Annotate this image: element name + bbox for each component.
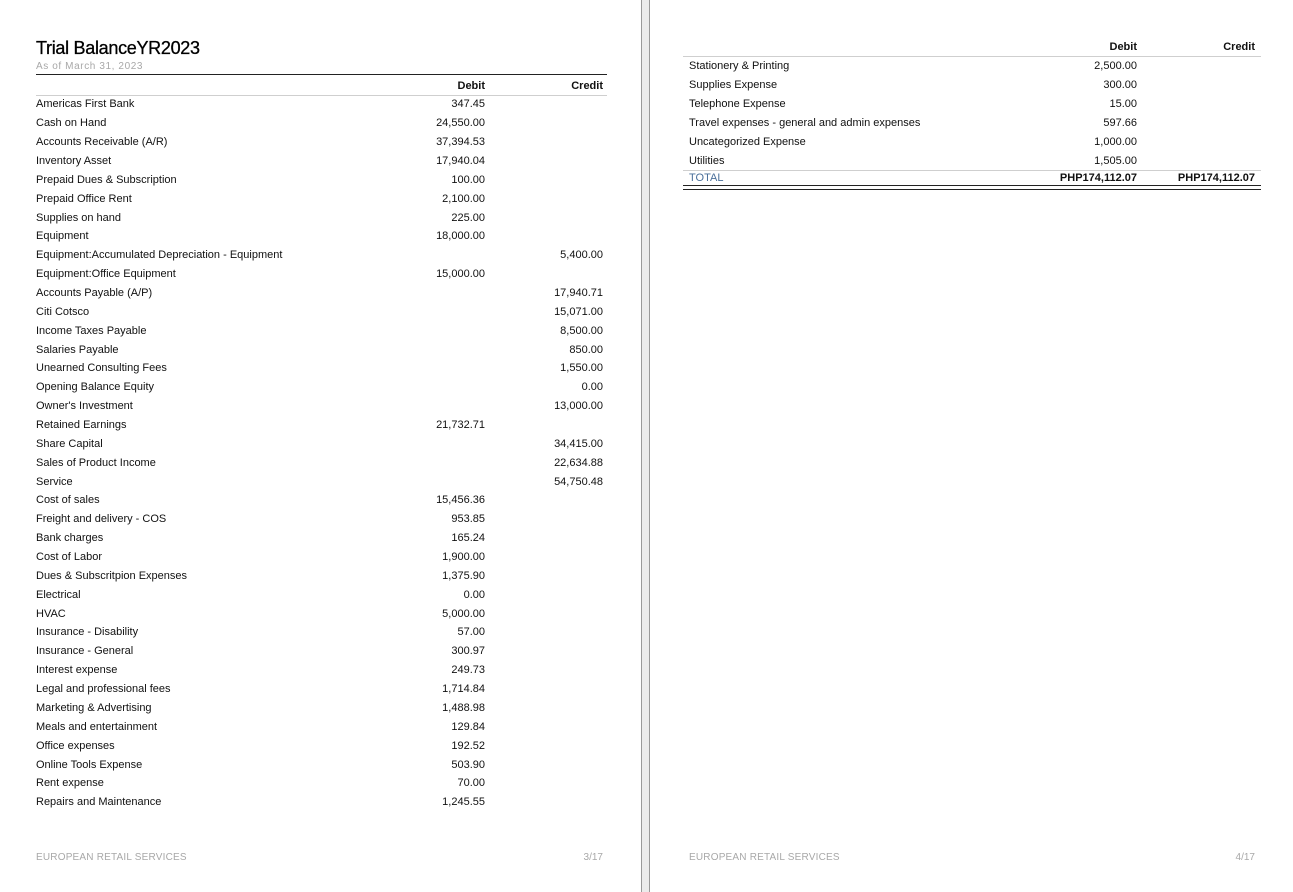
account-row: [36, 397, 603, 416]
account-name: Owner's Investment: [36, 400, 133, 413]
account-name: Equipment: [36, 230, 89, 243]
account-row: [36, 604, 603, 623]
account-row: [36, 642, 603, 661]
debit-amount: [404, 340, 485, 359]
credit-amount: [485, 133, 603, 152]
account-name: Rent expense: [36, 777, 104, 790]
account-name: Accounts Payable (A/P): [36, 287, 153, 300]
account-name: Supplies on hand: [36, 211, 122, 224]
account-row: [36, 623, 603, 642]
account-row: [36, 246, 603, 265]
account-name: Retained Earnings: [36, 419, 127, 432]
debit-amount: 100.00: [451, 173, 485, 186]
account-name: Online Tools Expense: [36, 758, 143, 771]
credit-amount: 54,750.48: [554, 475, 603, 488]
account-row: [36, 378, 603, 397]
account-row: [36, 510, 603, 529]
debit-amount: 347.45: [451, 98, 485, 111]
account-name: Cost of sales: [36, 494, 100, 507]
debit-amount: 57.00: [457, 626, 485, 639]
account-row: [36, 302, 603, 321]
account-row: [36, 793, 603, 812]
credit-amount: 1,550.00: [560, 362, 603, 375]
credit-amount: [485, 680, 603, 699]
company-footer: EUROPEAN RETAIL SERVICES: [36, 852, 187, 863]
account-row: [36, 359, 603, 378]
account-name: Repairs and Maintenance: [36, 796, 162, 809]
total-double-rule: [683, 185, 1261, 190]
account-row: [689, 95, 1137, 114]
debit-amount: [404, 453, 485, 472]
company-footer: EUROPEAN RETAIL SERVICES: [689, 852, 840, 863]
debit-amount: [404, 284, 485, 303]
debit-amount: 225.00: [451, 211, 485, 224]
account-row: [36, 680, 603, 699]
account-name: Prepaid Dues & Subscription: [36, 173, 177, 186]
credit-amount: [485, 585, 603, 604]
credit-amount: [485, 755, 603, 774]
account-name: Insurance - General: [36, 645, 134, 658]
account-name: Salaries Payable: [36, 343, 119, 356]
account-row: [36, 416, 603, 435]
total-label: TOTAL: [689, 172, 724, 184]
debit-amount: 2,100.00: [442, 192, 485, 205]
debit-amount: 1,505.00: [1094, 154, 1137, 167]
account-name: Income Taxes Payable: [36, 324, 147, 337]
debit-amount: 503.90: [451, 758, 485, 771]
account-row: [36, 434, 603, 453]
account-name: Cost of Labor: [36, 551, 103, 564]
debit-amount: 1,900.00: [442, 551, 485, 564]
account-row: [36, 736, 603, 755]
account-name: Marketing & Advertising: [36, 701, 152, 714]
account-row: [36, 585, 603, 604]
account-row: [36, 529, 603, 548]
report-date: As of March 31, 2023: [36, 61, 144, 72]
debit-amount: [404, 434, 485, 453]
account-row: [36, 95, 603, 114]
account-name: Insurance - Disability: [36, 626, 139, 639]
account-name: Utilities: [689, 154, 725, 167]
debit-amount: 37,394.53: [436, 136, 485, 149]
credit-amount: 15,071.00: [554, 305, 603, 318]
account-name: Legal and professional fees: [36, 683, 171, 696]
credit-amount: [485, 95, 603, 114]
debit-amount: 1,000.00: [1094, 135, 1137, 148]
report-page-4: [650, 0, 1293, 892]
credit-amount: [485, 208, 603, 227]
credit-amount: [485, 642, 603, 661]
debit-amount: 2,500.00: [1094, 60, 1137, 73]
credit-amount: 17,940.71: [554, 287, 603, 300]
account-name: Supplies Expense: [689, 79, 778, 92]
debit-amount: 15,456.36: [436, 494, 485, 507]
trial-balance-table: [36, 95, 603, 812]
debit-column-header: Debit: [1109, 41, 1137, 53]
account-name: Freight and delivery - COS: [36, 513, 167, 526]
debit-amount: [404, 321, 485, 340]
debit-amount: 192.52: [451, 739, 485, 752]
account-name: Citi Cotsco: [36, 305, 90, 318]
credit-amount: 34,415.00: [554, 437, 603, 450]
debit-amount: 597.66: [1103, 117, 1137, 129]
credit-amount: [485, 736, 603, 755]
account-row: [36, 227, 603, 246]
debit-amount: [404, 302, 485, 321]
credit-amount: [485, 774, 603, 793]
account-row: [36, 170, 603, 189]
account-row: [36, 208, 603, 227]
account-name: Meals and entertainment: [36, 720, 158, 733]
credit-amount: [485, 604, 603, 623]
credit-column-header: Credit: [571, 80, 603, 92]
credit-amount: 0.00: [581, 381, 603, 394]
credit-amount: 8,500.00: [560, 324, 603, 337]
account-row: [36, 114, 603, 133]
account-row: [36, 321, 603, 340]
account-name: Electrical: [36, 588, 81, 601]
account-row: [36, 548, 603, 567]
debit-amount: 70.00: [457, 777, 485, 790]
debit-amount: 165.24: [451, 532, 485, 545]
credit-amount: [485, 416, 603, 435]
account-name: Dues & Subscritpion Expenses: [36, 569, 188, 582]
credit-amount: [485, 510, 603, 529]
account-name: Sales of Product Income: [36, 456, 156, 469]
credit-amount: [485, 793, 603, 812]
account-row: [36, 491, 603, 510]
account-row: [36, 699, 603, 718]
credit-amount: [485, 661, 603, 680]
debit-amount: 953.85: [451, 513, 485, 526]
account-name: Office expenses: [36, 739, 115, 752]
debit-amount: [404, 397, 485, 416]
debit-column-header: Debit: [457, 80, 485, 92]
account-name: Share Capital: [36, 437, 103, 450]
account-row: [689, 76, 1137, 95]
account-row: [36, 717, 603, 736]
page-divider: [641, 0, 650, 892]
debit-amount: 21,732.71: [436, 419, 485, 432]
account-row: [36, 661, 603, 680]
account-name: Accounts Receivable (A/R): [36, 136, 168, 149]
credit-amount: 5,400.00: [560, 249, 603, 262]
credit-column-header: Credit: [1223, 41, 1255, 53]
credit-amount: 22,634.88: [554, 456, 603, 469]
account-row: [36, 284, 603, 303]
account-name: Equipment:Office Equipment: [36, 268, 176, 281]
account-name: Equipment:Accumulated Depreciation - Equipment: [36, 249, 283, 262]
debit-amount: 5,000.00: [442, 607, 485, 620]
credit-amount: [485, 717, 603, 736]
credit-amount: [485, 152, 603, 171]
account-row: [36, 755, 603, 774]
credit-amount: [485, 623, 603, 642]
account-name: Travel expenses - general and admin expenses: [689, 117, 921, 129]
account-name: Cash on Hand: [36, 117, 107, 130]
debit-amount: 0.00: [463, 588, 485, 601]
debit-amount: 24,550.00: [436, 117, 485, 130]
account-row: [689, 132, 1137, 151]
account-row: [36, 133, 603, 152]
total-debit: PHP174,112.07: [1059, 172, 1137, 184]
page-number: 3/17: [583, 852, 603, 863]
trial-balance-table: [689, 57, 1137, 170]
credit-amount: 850.00: [569, 343, 603, 356]
debit-amount: 300.00: [1103, 79, 1137, 92]
debit-amount: [404, 359, 485, 378]
account-name: Interest expense: [36, 664, 118, 677]
credit-amount: [485, 491, 603, 510]
credit-amount: [485, 227, 603, 246]
total-credit: PHP174,112.07: [1177, 172, 1255, 184]
credit-amount: [485, 699, 603, 718]
account-name: Uncategorized Expense: [689, 135, 806, 148]
account-name: Telephone Expense: [689, 98, 786, 111]
account-row: [36, 152, 603, 171]
account-row: [689, 114, 1137, 133]
credit-amount: [485, 189, 603, 208]
account-row: [689, 57, 1137, 76]
account-row: [689, 151, 1137, 170]
debit-amount: 15.00: [1109, 98, 1137, 111]
header-rule: [36, 74, 607, 75]
debit-amount: 249.73: [451, 664, 485, 677]
debit-amount: 1,375.90: [442, 569, 485, 582]
credit-amount: [485, 548, 603, 567]
credit-amount: [485, 114, 603, 133]
account-row: [36, 189, 603, 208]
account-row: [36, 774, 603, 793]
credit-amount: [485, 170, 603, 189]
account-name: Prepaid Office Rent: [36, 192, 132, 205]
credit-amount: [485, 529, 603, 548]
debit-amount: 1,245.55: [442, 796, 485, 809]
account-row: [36, 453, 603, 472]
total-top-rule: [683, 170, 1261, 171]
account-name: HVAC: [36, 607, 66, 620]
debit-amount: 1,714.84: [442, 683, 485, 696]
debit-amount: [404, 378, 485, 397]
credit-amount: [485, 566, 603, 585]
account-row: [36, 566, 603, 585]
debit-amount: 129.84: [451, 720, 485, 733]
debit-amount: [404, 472, 485, 491]
account-row: [36, 472, 603, 491]
account-name: Bank charges: [36, 532, 104, 545]
report-page-3: [0, 0, 641, 892]
account-name: Americas First Bank: [36, 98, 135, 111]
credit-amount: 13,000.00: [554, 400, 603, 413]
debit-amount: 300.97: [451, 645, 485, 658]
debit-amount: 15,000.00: [436, 268, 485, 281]
debit-amount: 17,940.04: [436, 155, 485, 167]
page-number: 4/17: [1235, 852, 1255, 863]
account-name: Stationery & Printing: [689, 60, 790, 73]
debit-amount: 18,000.00: [436, 230, 485, 243]
account-name: Unearned Consulting Fees: [36, 362, 167, 375]
debit-amount: [404, 246, 485, 265]
account-name: Inventory Asset: [36, 155, 112, 167]
account-row: [36, 340, 603, 359]
credit-amount: [485, 265, 603, 284]
debit-amount: 1,488.98: [442, 701, 485, 714]
account-row: [36, 265, 603, 284]
account-name: Opening Balance Equity: [36, 381, 155, 394]
report-title: Trial BalanceYR2023: [36, 38, 200, 58]
account-name: Service: [36, 475, 73, 488]
